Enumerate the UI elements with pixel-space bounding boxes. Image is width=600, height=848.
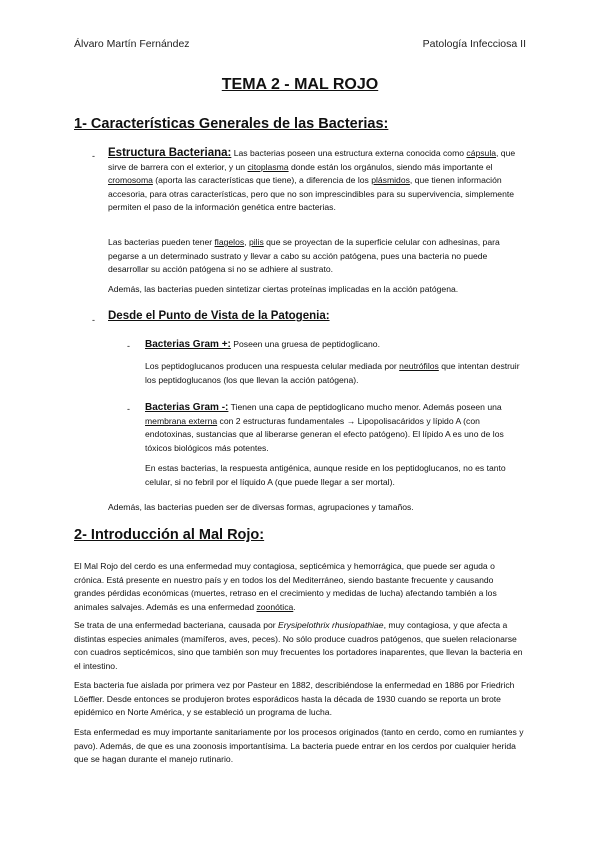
patogenia-lead: Desde el Punto de Vista de la Patogenia: [108, 310, 330, 322]
bullet-gram-pos: - [127, 341, 130, 351]
estructura-paragraph: Estructura Bacteriana: Las bacterias poseen una estructura externa conocida como cápsula, que sirve de barrera con el exterior, y un citoplasma donde están los orgánulos, siendo más importante el cromosoma (aporta las características que tiene), a diferencia de los plásmidos, que tienen información accesoria, para otras características, pero que no son imprescindibles para su supervivencia, simplemente permiten el paso de la información genética entre bacterias. [108, 147, 516, 212]
term-zoonotica: zoonótica [256, 601, 294, 612]
term-cromosoma: cromosoma [108, 175, 153, 185]
gram-neg-lead: Bacterias Gram -: [145, 402, 229, 413]
gram-pos-lead: Bacterias Gram +: [145, 339, 231, 350]
section2-heading: 2- Introducción al Mal Rojo: [74, 527, 265, 543]
estructura-lead: Estructura Bacteriana: [108, 147, 232, 159]
term-membrana-externa: membrana externa [145, 415, 218, 426]
section1-heading: 1- Características Generales de las Bacterias: [74, 116, 389, 132]
species-name: Erysipelothrix rhusiopathiae [278, 620, 384, 630]
importance-paragraph: Esta enfermedad es muy importante sanitariamente por los procesos originados (tanto en cerdo, como en rumiantes y pavo). Además, de que es una zoonosis importantísima. La bacteria puede entrar en los cerdos por cualquier herida que se hagan durante el manejo rutinario. [74, 727, 524, 764]
history-paragraph: Esta bacteria fue aislada por primera vez por Pasteur en 1882, describiéndose la enfermedad en 1886 por Friedrich Löeffler. Desde entonces se produjeron brotes esporádicos hasta la década de 1930 cuando se reporta un brote epidémico en Norte América, y se estableció un programa de lucha. [74, 680, 515, 717]
bullet-gram-neg: - [127, 404, 130, 414]
page-title: TEMA 2 - MAL ROJO [221, 76, 379, 93]
mal-rojo-intro-paragraph: El Mal Rojo del cerdo es una enfermedad muy contagiosa, septicémica y hemorrágica, que puede ser aguda o crónica. Está presente en nuestro país y en todos los del Mediterráneo, siendo bastante frecuente y causando grandes pérdidas económicas (muertes, retraso en el crecimiento y medidas de lucha) afectando también a los animales salvajes. Además es una enfermedad zoonótica. [74, 561, 497, 612]
gram-neg-paragraph: Bacterias Gram -: Tienen una capa de peptidoglicano mucho menor. Además poseen una membrana externa con 2 estructuras fundamentales → Lipopolisacáridos y lípido A (con endotoxinas, sustancias que al liberarse generan el efecto patógeno). El lípido A es uno de los tóxicos biológicos más potentes. [145, 402, 504, 453]
flagelos-paragraph: Las bacterias pueden tener flagelos, pilis que se proyectan de la superficie celular con adhesinas, para pegarse a un determinado sustrato y llevar a cabo su acción patógena, pues una bacteria no puede desarrollar su acción patógena si no se adhiere al sustrato. [108, 237, 500, 274]
bullet-estructura: - [92, 151, 95, 161]
term-pilis: pilis [248, 237, 264, 247]
term-neutrofilos: neutrófilos [399, 361, 439, 371]
proteinas-paragraph: Además, las bacterias pueden sintetizar ciertas proteínas implicadas en la acción patógena. [108, 284, 459, 294]
gram-pos-detail: Los peptidoglucanos producen una respuesta celular mediada por neutrófilos que intentan destruir los peptidoglucanos (los que llevan la acción patógena). [145, 361, 520, 385]
term-flagelos: flagelos [214, 237, 245, 247]
gram-pos-paragraph: Bacterias Gram +: Poseen una gruesa de peptidoglicano. [145, 339, 380, 350]
header-author: Álvaro Martín Fernández [74, 38, 190, 50]
formas-paragraph: Además, las bacterias pueden ser de diversas formas, agrupaciones y tamaños. [108, 502, 414, 512]
bacteria-paragraph: Se trata de una enfermedad bacteriana, causada por Erysipelothrix rhusiopathiae, muy contagiosa, y que afecta a distintas especies animales (mamíferos, aves, peces). No sólo produce cuadros patógenos, que suelen relacionarse con cuadros septicémicos, sino que también son muy frecuentes los portadores inaparentes, que llevan la bacteria en el intestino. [74, 620, 523, 671]
gram-neg-detail: En estas bacterias, la respuesta antigénica, aunque reside en los peptidoglucanos, no es tanto celular, si no febril por el líquido A (que puede llegar a ser mortal). [145, 463, 506, 487]
bullet-patogenia: - [92, 315, 95, 325]
term-citoplasma: citoplasma [247, 161, 289, 172]
term-plasmidos: plásmidos [371, 175, 410, 185]
term-capsula: cápsula [466, 148, 497, 158]
header-subject: Patología Infecciosa II [422, 38, 526, 50]
